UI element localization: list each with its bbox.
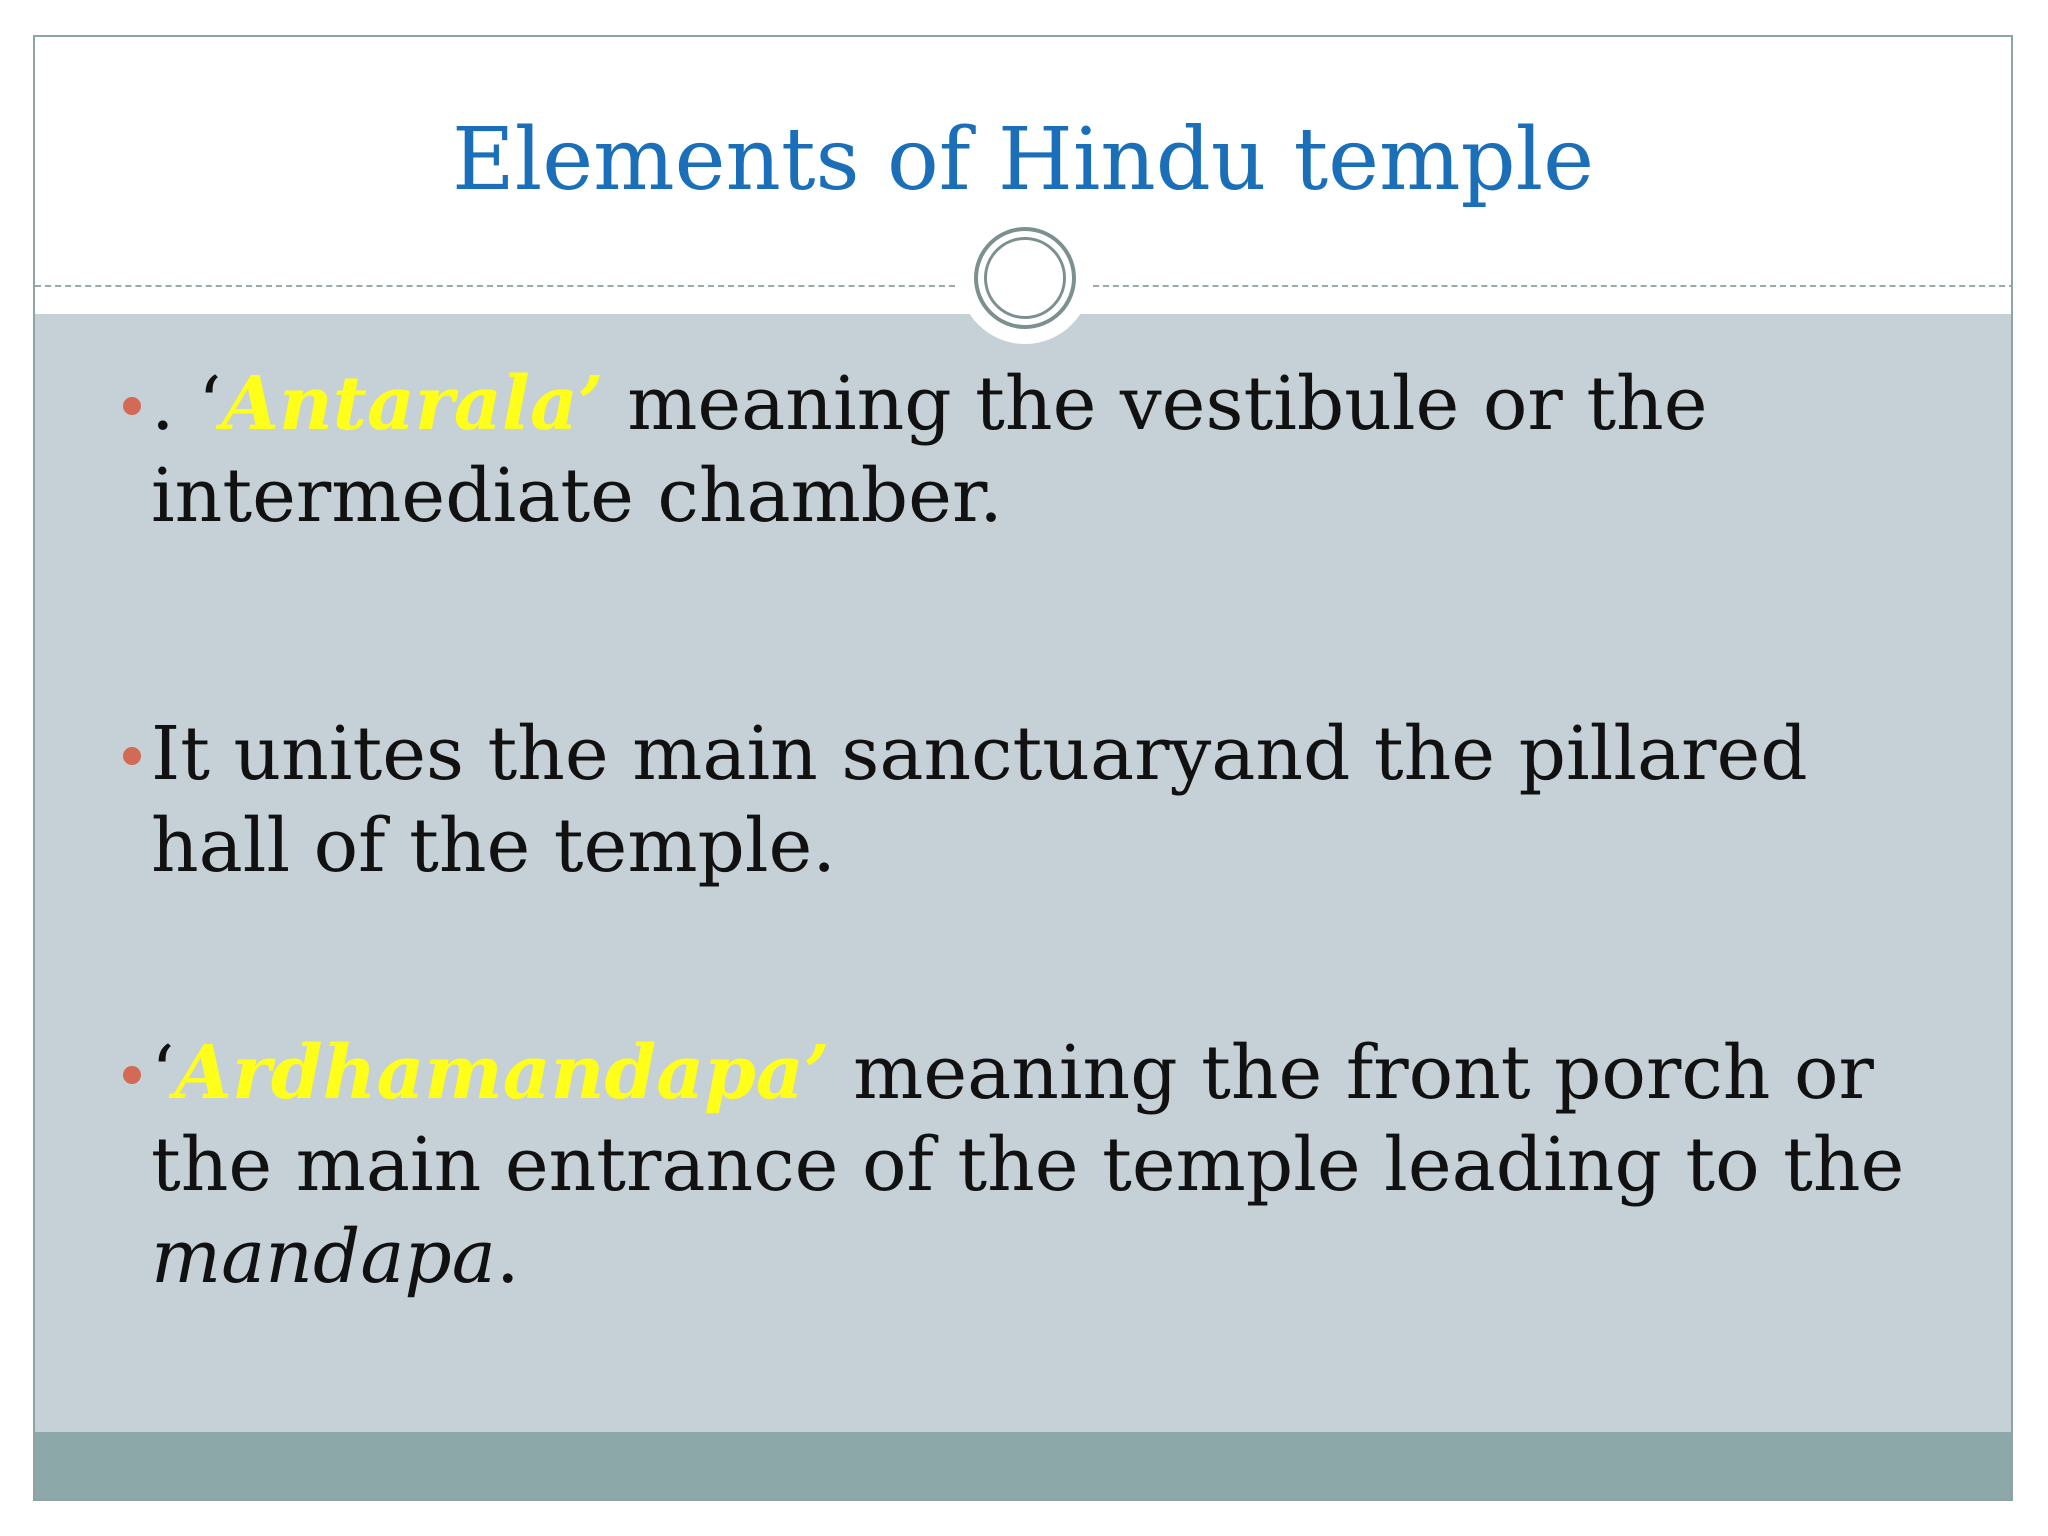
bullet-dot-icon (123, 397, 141, 415)
bullet-text: meaning the front porch or the main entrance of the temple leading to the (151, 1030, 1905, 1208)
bullet-item-antarala (151, 358, 1961, 542)
bullet-dot-icon (123, 1066, 141, 1084)
bullet-dot-icon (123, 747, 141, 765)
bullet-prefix: . ‘ (151, 361, 222, 447)
bullet-prefix: ‘ (151, 1030, 175, 1116)
bullet-text: It unites the main sanctuaryand the pillared hall of the temple. (151, 711, 1808, 889)
bullet-item-unites (151, 708, 1961, 892)
term-mandapa: mandapa (151, 1214, 496, 1300)
bullet-end: . (495, 1214, 520, 1300)
term-ardhamandapa: Ardhamandapa’ (174, 1030, 830, 1116)
term-antarala: Antarala’ (221, 361, 604, 447)
bullet-text: meaning the vestibule or the intermediate chamber. (151, 361, 1708, 539)
slide-title: Elements of Hindu temple (451, 110, 1595, 210)
bullet-item-ardhamandapa (151, 1027, 1961, 1303)
bullet-list (35, 37, 2011, 1499)
slide (33, 35, 2013, 1501)
